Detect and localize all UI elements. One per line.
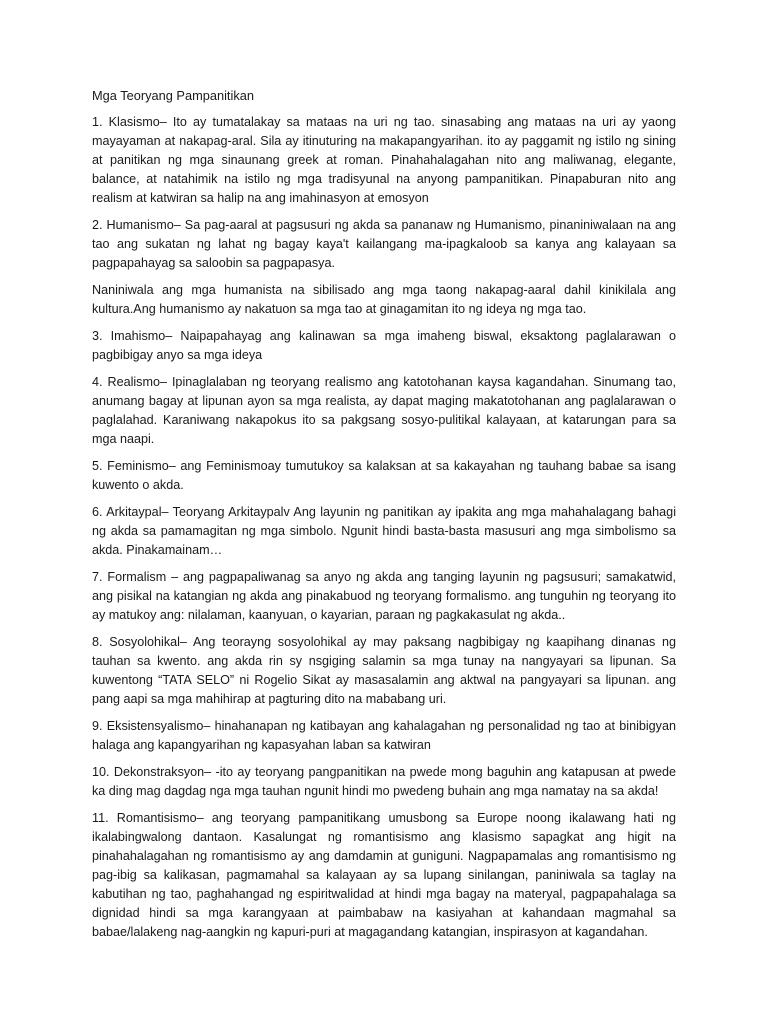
paragraph-dekonstraksyon: 10. Dekonstraksyon– -ito ay teoryang pangpanitikan na pwede mong baguhin ang katapusan at pwede ka ding mag dagdag nga mga tauhan ngunit hindi mo pwedeng buhain ang mga namatay na sa akda! [92,765,676,798]
paragraph-realismo: 4. Realismo– Ipinaglalaban ng teoryang realismo ang katotohanan kaysa kagandahan. Sinumang tao, anumang bagay at lipunan ayon sa mga realista, ay dapat maging makatotohanan ang paglalarawan o paglalahad. Karaniwang nakapokus ito sa pakgsang sosyo-pulitikal kalayaan, at katarungan para sa mga naapi. [92,375,676,446]
paragraph-feminismo: 5. Feminismo– ang Feminismoay tumutukoy sa kalaksan at sa kakayahan ng tauhang babae sa isang kuwento o akda. [92,459,676,492]
paragraph-arkitaypal: 6. Arkitaypal– Teoryang Arkitaypalv Ang layunin ng panitikan ay ipakita ang mga mahahalagang bahagi ng akda sa pamamagitan ng mga simbolo. Ngunit hindi basta-basta masusuri ang mga simbolismo sa akda. Pinakamainam… [92,505,676,557]
paragraph-humanismo-continued: Naniniwala ang mga humanista na sibilisado ang mga taong nakapag-aaral dahil kinikilala ang kultura.Ang humanismo ay nakatuon sa mga tao at ginagamitan ito ng ideya ng mga tao. [92,283,676,316]
paragraph-humanismo: 2. Humanismo– Sa pag-aaral at pagsusuri ng akda sa pananaw ng Humanismo, pinaniniwalaan na ang tao ang sukatan ng lahat ng bagay kaya't kailangang ma-ipagkaloob sa kanya ang kalayaan sa pagpapahayag sa saloobin sa pagpapasya. [92,218,676,270]
document-title: Mga Teoryang Pampanitikan [92,88,254,103]
paragraph-imahismo: 3. Imahismo– Naipapahayag ang kalinawan sa mga imaheng biswal, eksaktong paglalarawan o pagbibigay anyo sa mga ideya [92,329,676,362]
paragraph-klasismo: 1. Klasismo– Ito ay tumatalakay sa mataas na uri ng tao. sinasabing ang mataas na uri ay yaong mayayaman at nakapag-aral. Sila ay itinuturing na makapangyarihan. ito ay paggamit ng istilo ng sining at panitikan ng mga sinaunang greek at roman. Pinahahalagahan nito ang maliwanag, elegante, balance, at natahimik na istilo ng mga tradisyunal na anyong pampanitikan. Pinapaburan nito ang realism at katwiran sa halip na ang imahinasyon at emosyon [92,115,676,205]
document-page [92,86,676,950]
paragraph-formalism: 7. Formalism – ang pagpapaliwanag sa anyo ng akda ang tanging layunin ng pagsusuri; samakatwid, ang pisikal na katangian ng akda ang pinakabuod ng teoryang formalismo. ang tunguhin ng teoryang ito ay matukoy ang: nilalaman, kaanyuan, o kayarian, paraan ng pagkakasulat ng akda.. [92,570,676,622]
paragraph-eksistensyalismo: 9. Eksistensyalismo– hinahanapan ng katibayan ang kahalagahan ng personalidad ng tao at binibigyan halaga ang kapangyarihan ng kapasyahan laban sa katwiran [92,719,676,752]
paragraph-sosyolohikal: 8. Sosyolohikal– Ang teorayng sosyolohikal ay may paksang nagbibigay ng kaapihang dinanas ng tauhan sa kwento. ang akda rin sy nsgiging salamin sa mga tunay na nangyayari sa lipunan. Sa kuwentong “TATA SELO” ni Rogelio Sikat ay masasalamin ang aktwal na pangyayari sa lipunan. ang pang aapi sa mga mahihirap at pagturing dito na mababang uri. [92,635,676,706]
paragraph-romantisismo: 11. Romantisismo– ang teoryang pampanitikang umusbong sa Europe noong ikalawang hati ng ikalabingwalong dantaon. Kasalungat ng romantisismo ang klasismo sapagkat ang higit na pinahahalagahan ng romantisismo ay ang damdamin at guniguni. Nagpapamalas ang romantisismo ng pag-ibig sa kalikasan, pagmamahal sa kalayaan ay sa lupang sinilangan, paniniwala sa taglay na kabutihan ng tao, paghahangad ng espiritwalidad at hindi mga bagay na materyal, pagpapahalaga sa dignidad hindi sa mga karangyaan at paimbabaw na kasiyahan at kahandaan magmahal sa babae/lalakeng nag-aangkin ng kapuri-puri at magagandang katangian, inspirasyon at kagandahan. [92,811,676,939]
